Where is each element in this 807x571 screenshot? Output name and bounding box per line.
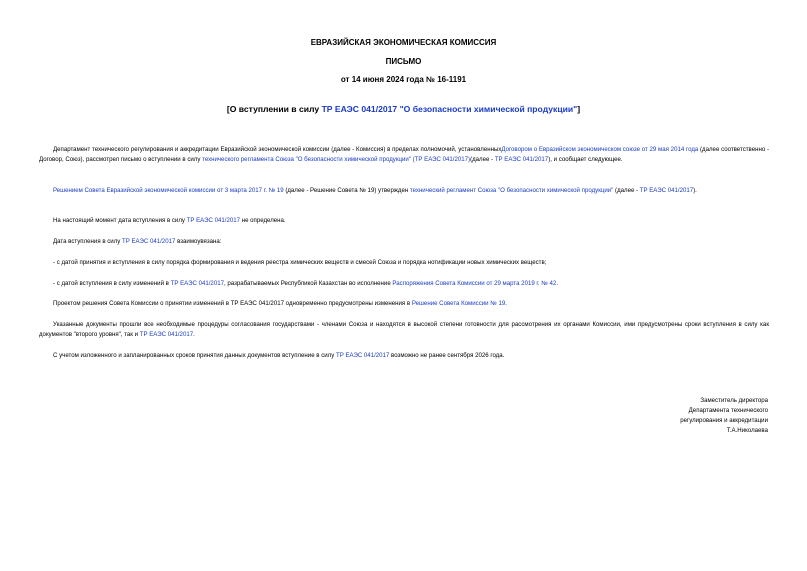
p7-text-1: Проектом решения Совета Комиссии о принятии изменений в ТР ЕАЭС 041/2017 одновременно предусмотрены изменения в — [53, 300, 412, 307]
signer-position-3: регулирования и аккредитации — [680, 417, 768, 424]
p1-link-tr[interactable]: ТР ЕАЭС 041/2017 — [494, 156, 549, 163]
paragraph-1 — [39, 145, 769, 165]
title-suffix: ] — [577, 104, 581, 114]
p6-text-2: , разрабатываемых Республикой Казахстан во исполнение — [224, 280, 393, 287]
p2-text-2: (далее - — [613, 187, 640, 194]
p3-text-2: не определена. — [240, 217, 286, 224]
p6-link-tr[interactable]: ТР ЕАЭС 041/2017 — [170, 280, 224, 287]
p1-link-treaty[interactable]: Договором о Евразийском экономическом союзе от 29 мая 2014 года — [501, 146, 699, 153]
p8-text-2: . — [193, 331, 195, 338]
p7-text-2: . — [505, 300, 507, 307]
org-name: ЕВРАЗИЙСКАЯ ЭКОНОМИЧЕСКАЯ КОМИССИЯ — [310, 38, 497, 47]
paragraph-3 — [39, 216, 769, 226]
p1-text-4: ), и сообщает следующее. — [548, 156, 623, 163]
signer-position-1: Заместитель директора — [700, 397, 768, 404]
p4-link-tr[interactable]: ТР ЕАЭС 041/2017 — [122, 238, 176, 245]
p6-text-1: - с датой вступления в силу изменений в — [53, 280, 171, 287]
paragraph-8 — [39, 320, 769, 340]
p1-link-regulation[interactable]: технического регламента Союза "О безопасности химической продукции" (ТР ЕАЭС 041/2017) — [202, 156, 471, 163]
signer-position-2: Департамента технического — [688, 407, 768, 414]
p2-link-decision[interactable]: Решением Совета Евразийской экономической комиссии от 3 марта 2017 г. № 19 — [53, 187, 284, 194]
p2-link-regulation[interactable]: технический регламент Союза "О безопасности химической продукции" — [409, 187, 614, 194]
p9-link-tr[interactable]: ТР ЕАЭС 041/2017 — [335, 352, 390, 359]
p2-text-3: ). — [693, 187, 697, 194]
paragraph-4 — [39, 237, 769, 247]
doc-type: ПИСЬМО — [385, 57, 422, 66]
title-prefix: [О вступлении в силу — [226, 104, 322, 114]
p2-link-tr[interactable]: ТР ЕАЭС 041/2017 — [639, 187, 694, 194]
p3-link-tr[interactable]: ТР ЕАЭС 041/2017 — [186, 217, 241, 224]
p8-link-tr[interactable]: ТР ЕАЭС 041/2017 — [139, 331, 194, 338]
p9-text-2: возможно не ранее сентября 2026 года. — [389, 352, 505, 359]
paragraph-9 — [39, 351, 769, 361]
signature-block — [680, 396, 768, 436]
signer-name: Т.А.Николаева — [726, 427, 768, 434]
p5-text-1: - с датой принятия и вступления в силу порядка формирования и ведения реестра химических веществ и смесей Союза и порядка нотификации новых химических веществ; — [53, 259, 547, 266]
p3-text-1: На настоящий момент дата вступления в силу — [53, 217, 187, 224]
document-title — [0, 104, 807, 114]
doc-date-number: от 14 июня 2024 года № 16-1191 — [340, 75, 467, 84]
p4-text-2: взаимоувязана: — [175, 238, 222, 245]
paragraph-2 — [39, 186, 769, 196]
p6-text-3: . — [556, 280, 559, 287]
p1-text-2: (далее соответственно - Договор, Союз), рассмотрел письмо о вступлении в силу — [39, 146, 769, 163]
p4-text-1: Дата вступления в силу — [53, 238, 122, 245]
paragraph-6 — [39, 279, 769, 289]
p1-text-3: (далее - — [470, 156, 495, 163]
p7-link-decision[interactable]: Решение Совета Комиссии № 19 — [411, 300, 506, 307]
title-link[interactable]: ТР ЕАЭС 041/2017 "О безопасности химической продукции" — [321, 104, 578, 114]
paragraph-7 — [39, 299, 769, 309]
p1-text-1: Департамент технического регулирования и аккредитации Евразийской экономической комиссии (далее - Комиссия) в пределах полномочий, установленных — [53, 146, 502, 153]
p6-link-order[interactable]: Распоряжения Совета Комиссии от 29 марта 2019 г. № 42 — [392, 280, 557, 287]
p9-text-1: С учетом изложенного и запланированных сроков принятия данных документов вступление в силу — [53, 352, 336, 359]
p2-text-1: (далее - Решение Совета № 19) утвержден — [283, 187, 410, 194]
p8-text-1: Указанные документы прошли все необходимые процедуры согласования государствами - членами Союза и находятся в высокой степени готовности для рассмотрения их органами Комиссии, ими предусмотрены сроки вступления в силу как документов "второго уровня", так и — [39, 321, 769, 338]
paragraph-5 — [39, 258, 769, 268]
